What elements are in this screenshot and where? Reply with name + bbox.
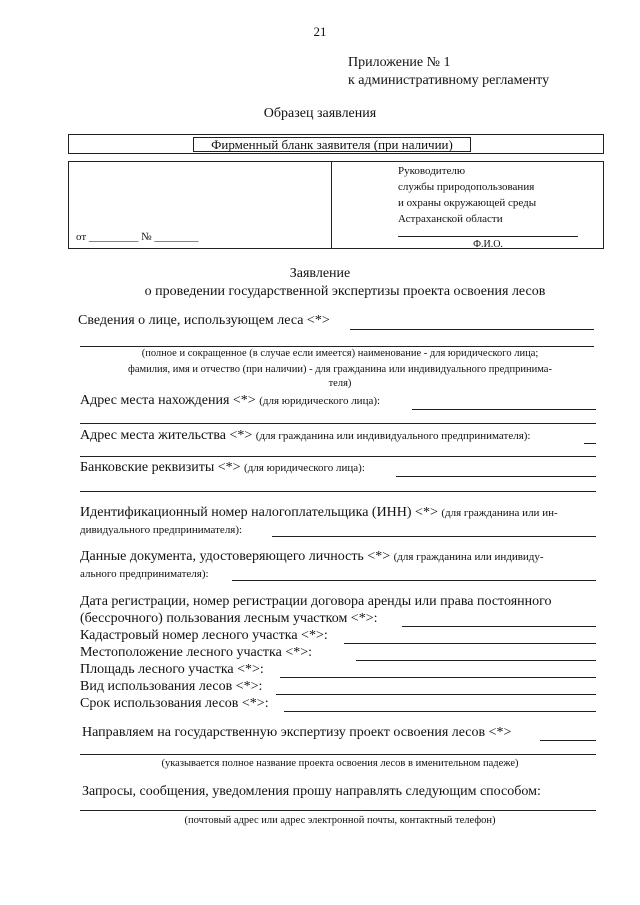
project-input-line[interactable] (540, 740, 596, 741)
forest-location-input-line[interactable] (356, 660, 596, 661)
residence-label-note: (для гражданина или индивидуального предпринимателя): (255, 430, 531, 442)
sample-title: Образец заявления (263, 106, 377, 121)
usage-term-label: Срок использования лесов <*>: (80, 696, 269, 711)
id-doc-label-line-2 (80, 566, 209, 582)
inn-label-note: (для гражданина или ин- (441, 507, 558, 519)
area-label: Площадь лесного участка <*>: (80, 662, 264, 677)
requests-note: (почтовый адрес или адрес электронной почты, контактный телефон) (184, 815, 496, 826)
cadastral-label: Кадастровый номер лесного участка <*>: (80, 628, 328, 643)
cadastral-input-line[interactable] (344, 643, 596, 644)
person-note: теля) (328, 378, 352, 389)
bank-label-main: Банковские реквизиты <*> (80, 460, 241, 475)
project-note: (указывается полное название проекта освоения лесов в именительном падеже) (161, 758, 519, 769)
addressee-line: службы природопользования (398, 181, 535, 193)
area-input-line[interactable] (280, 677, 596, 678)
inn-label (80, 505, 558, 521)
bank-label-note: (для юридического лица): (244, 462, 365, 474)
letterhead-label: Фирменный бланк заявителя (при наличии) (193, 137, 471, 152)
requests-label: Запросы, сообщения, уведомления прошу направлять следующим способом: (82, 784, 541, 799)
bank-label (80, 460, 365, 476)
project-label: Направляем на государственную экспертизу проект освоения лесов <*> (82, 725, 512, 740)
page-number: 21 (313, 24, 327, 39)
appendix-reference: к административному регламенту (348, 73, 550, 88)
outgoing-number-field[interactable]: от _________ № ________ (76, 231, 199, 243)
location-label-note: (для юридического лица): (259, 395, 381, 407)
person-input-line-2[interactable] (80, 346, 594, 347)
addressee-line: Астраханской области (398, 213, 503, 225)
registration-label: Дата регистрации, номер регистрации договора аренды или права постоянного (80, 594, 552, 609)
inn-label-line-2 (80, 522, 242, 538)
document-subtitle: о проведении государственной экспертизы проекта освоения лесов (144, 284, 546, 299)
residence-label-main: Адрес места жительства <*> (80, 428, 253, 443)
id-doc-input-line[interactable] (232, 580, 596, 581)
signature-line (398, 236, 578, 237)
id-doc-label (80, 549, 544, 565)
usage-type-input-line[interactable] (276, 694, 596, 695)
residence-label (80, 428, 530, 444)
residence-input-line[interactable] (584, 443, 596, 444)
location-label (80, 393, 380, 409)
registration-label-2: (бессрочного) пользования лесным участком <*>: (80, 611, 378, 626)
project-input-line-2[interactable] (80, 754, 596, 755)
person-label: Сведения о лице, использующем леса <*> (78, 313, 330, 328)
inn-input-line[interactable] (272, 536, 596, 537)
inn-label-main: Идентификационный номер налогоплательщика (ИНН) <*> (80, 505, 438, 520)
location-label-main: Адрес места нахождения <*> (80, 393, 256, 408)
addressee-line: Руководителю (398, 165, 466, 177)
registration-input-line[interactable] (402, 626, 596, 627)
bank-input-line[interactable] (396, 476, 596, 477)
person-note: (полное и сокращенное (в случае если имеется) наименование - для юридического лица; (141, 348, 539, 359)
person-note: фамилия, имя и отчество (при наличии) - для гражданина или индивидуального предпринима- (128, 364, 552, 375)
addressee-line: и охраны окружающей среды (398, 197, 537, 209)
bank-input-line-2[interactable] (80, 491, 596, 492)
residence-input-line-2[interactable] (80, 456, 596, 457)
id-doc-label-main: Данные документа, удостоверяющего личность <*> (80, 549, 391, 564)
requests-input-line[interactable] (80, 810, 596, 811)
usage-term-input-line[interactable] (284, 711, 596, 712)
location-input-line-2[interactable] (80, 423, 596, 424)
appendix-number: Приложение № 1 (348, 55, 451, 70)
location-input-line[interactable] (412, 409, 596, 410)
id-doc-label-note: (для гражданина или индивиду- (393, 551, 544, 563)
document-title: Заявление (289, 266, 351, 281)
usage-type-label: Вид использования лесов <*>: (80, 679, 263, 694)
id-doc-label-note-2: ального предпринимателя): (80, 568, 209, 580)
address-divider (331, 161, 332, 249)
forest-location-label: Местоположение лесного участка <*>: (80, 645, 313, 660)
signature-caption: Ф.И.О. (473, 239, 503, 250)
inn-label-note-2: дивидуального предпринимателя): (80, 524, 243, 536)
person-input-line[interactable] (350, 329, 594, 330)
